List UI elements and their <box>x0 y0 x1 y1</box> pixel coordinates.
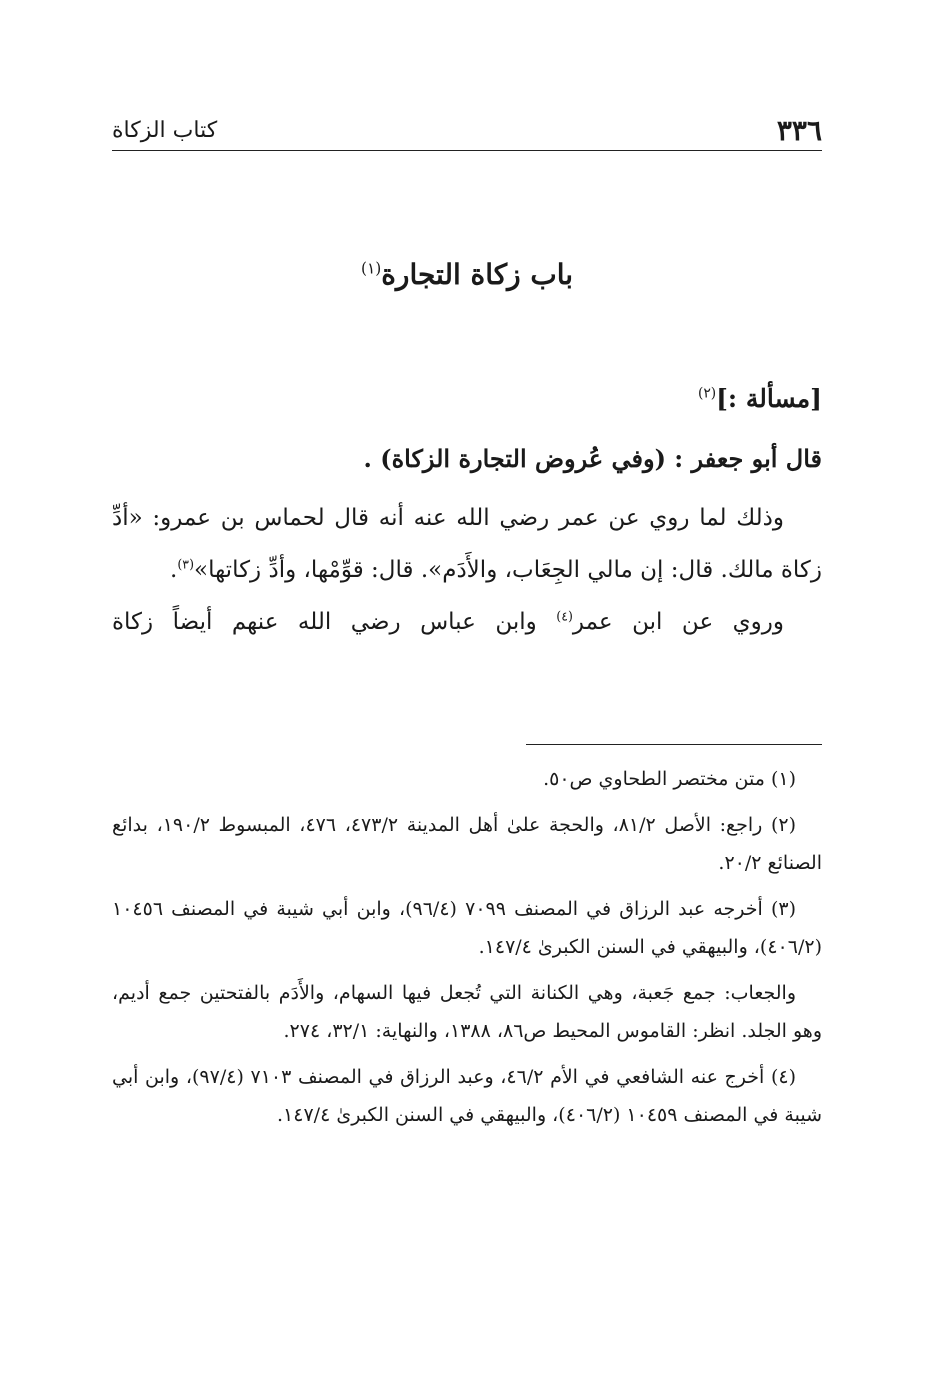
running-header <box>112 112 822 151</box>
page-number: ٣٣٦ <box>776 114 822 147</box>
footnotes <box>112 760 822 1142</box>
footnote-ref-4: (٤) <box>556 608 573 624</box>
chapter-title <box>112 258 822 291</box>
chapter-title-text: باب زكاة التجارة <box>381 258 574 291</box>
paragraph-1-end: . <box>170 557 178 583</box>
book-title: كتاب الزكاة <box>112 118 218 143</box>
footnote-ref-2: (٢) <box>697 385 717 402</box>
paragraph-1-text: وذلك لما روي عن عمر رضي الله عنه أنه قال لحماس بن عمرو: «أدِّ زكاة مالك. قال: إن مالي الجِعَاب، والأَدَم». قال: قوِّمْها، وأدِّ زكاتها» <box>112 505 822 583</box>
footnote-1: (١) متن مختصر الطحاوي ص٥٠. <box>543 768 796 790</box>
footnote-3: (٣) أخرجه عبد الرزاق في المصنف ٧٠٩٩ (٩٦/٤)، وابن أبي شيبة في المصنف ١٠٤٥٦ (٤٠٦/٢)، والبيهقي في السنن الكبرىٰ ١٤٧/٤. <box>112 898 822 958</box>
masala-label: [مسألة :] <box>716 384 822 413</box>
footnote-ref-1: (١) <box>360 259 382 278</box>
paragraph-2 <box>112 596 822 648</box>
footnote-4: (٤) أخرج عنه الشافعي في الأم ٤٦/٢، وعبد الرزاق في المصنف ٧١٠٣ (٩٧/٤)، وابن أبي شيبة في المصنف ١٠٤٥٩ (٤٠٦/٢)، والبيهقي في السنن الكبرىٰ ١٤٧/٤. <box>112 1066 822 1126</box>
paragraph-2-text-b: وابن عباس رضي الله عنهم أيضاً زكاة <box>112 609 557 635</box>
main-text <box>112 384 822 648</box>
paragraph-2-text-a: وروي عن ابن عمر <box>572 609 784 635</box>
footnote-3-gloss: والجعاب: جمع جَعبة، وهي الكنانة التي تُجعل فيها السهام، والأَدَم بالفتحتين جمع أديم، وهو الجلد. انظر: القاموس المحيط ص٨٦، ١٣٨٨، والنهاية: ٣٢/١، ٢٧٤. <box>112 982 822 1042</box>
footnote-separator <box>526 744 822 745</box>
book-page <box>112 0 822 1378</box>
author-statement: قال أبو جعفر : (وفي عُروض التجارة الزكاة) . <box>363 444 822 473</box>
footnote-ref-3: (٣) <box>177 556 194 572</box>
masala-heading <box>112 384 822 430</box>
footnote-2: (٢) راجع: الأصل ٨١/٢، والحجة علىٰ أهل المدينة ٤٧٣/٢، ٤٧٦، المبسوط ١٩٠/٢، بدائع الصنائع ٢٠/٢. <box>112 814 822 874</box>
paragraph-1 <box>112 492 822 596</box>
